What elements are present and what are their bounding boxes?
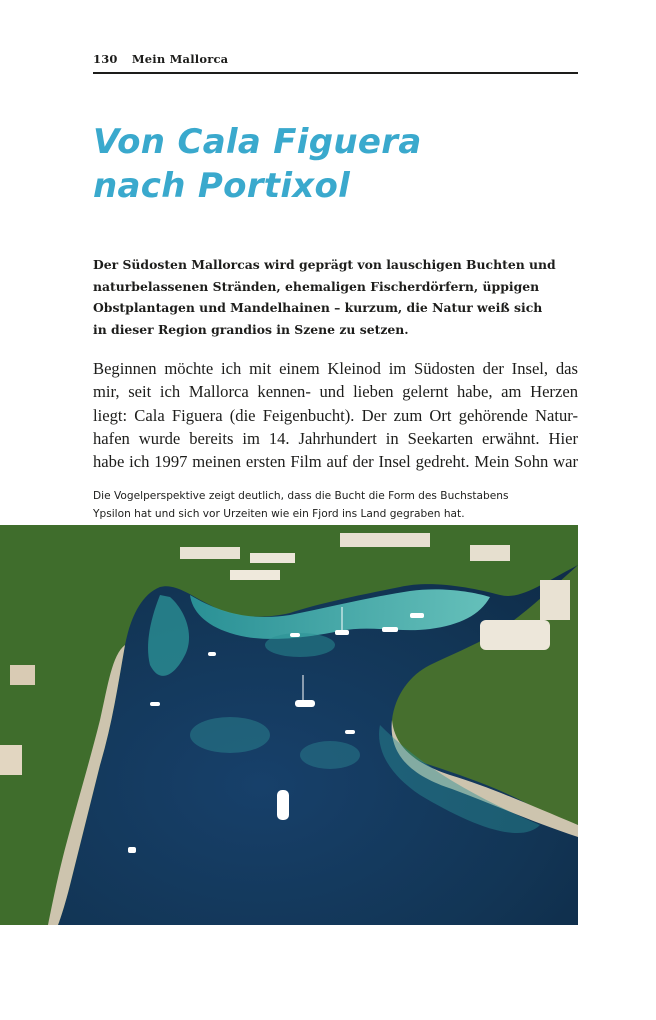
caption-line: Ypsilon hat und sich vor Urzeiten wie ein Fjord ins Land gegraben hat. xyxy=(93,508,465,520)
book-title: Mein Mallorca xyxy=(131,52,229,66)
body-line: liegt: Cala Figuera (die Feigenbucht). Der zum Ort gehörende Natur- xyxy=(93,405,578,425)
lead-line: Obstplantagen und Mandelhainen – kurzum, die Natur weiß sich xyxy=(93,300,543,315)
header-rule xyxy=(93,72,578,74)
lead-line: Der Südosten Mallorcas wird geprägt von lauschigen Buchten und xyxy=(93,257,556,272)
running-head xyxy=(93,52,578,66)
chapter-title xyxy=(93,120,578,208)
body-line: Beginnen möchte ich mit einem Kleinod im Südosten der Insel, das xyxy=(93,359,578,378)
lead-line: in dieser Region grandios in Szene zu setzen. xyxy=(93,321,409,337)
body-line: hafen wurde bereits im 14. Jahrhundert in Seekarten erwähnt. Hier xyxy=(93,428,578,448)
page-number: 130 xyxy=(93,52,118,66)
lead-line: naturbelassenen Stränden, ehemaligen Fischerdörfern, üppigen xyxy=(93,278,540,294)
body-paragraph xyxy=(93,357,578,473)
lead-paragraph xyxy=(93,254,573,340)
caption-line: Die Vogelperspektive zeigt deutlich, dass die Bucht die Form des Buchstabens xyxy=(93,490,509,502)
chapter-title-line-1: Von Cala Figuera xyxy=(93,122,422,162)
aerial-bay-photo xyxy=(0,525,578,925)
body-line: habe ich 1997 meinen ersten Film auf der Insel gedreht. Mein Sohn war xyxy=(93,452,578,472)
chapter-title-line-2: nach Portixol xyxy=(93,166,351,206)
photo-caption xyxy=(93,487,578,523)
body-line: mir, seit ich Mallorca kennen- und lieben gelernt habe, am Herzen xyxy=(93,382,578,402)
